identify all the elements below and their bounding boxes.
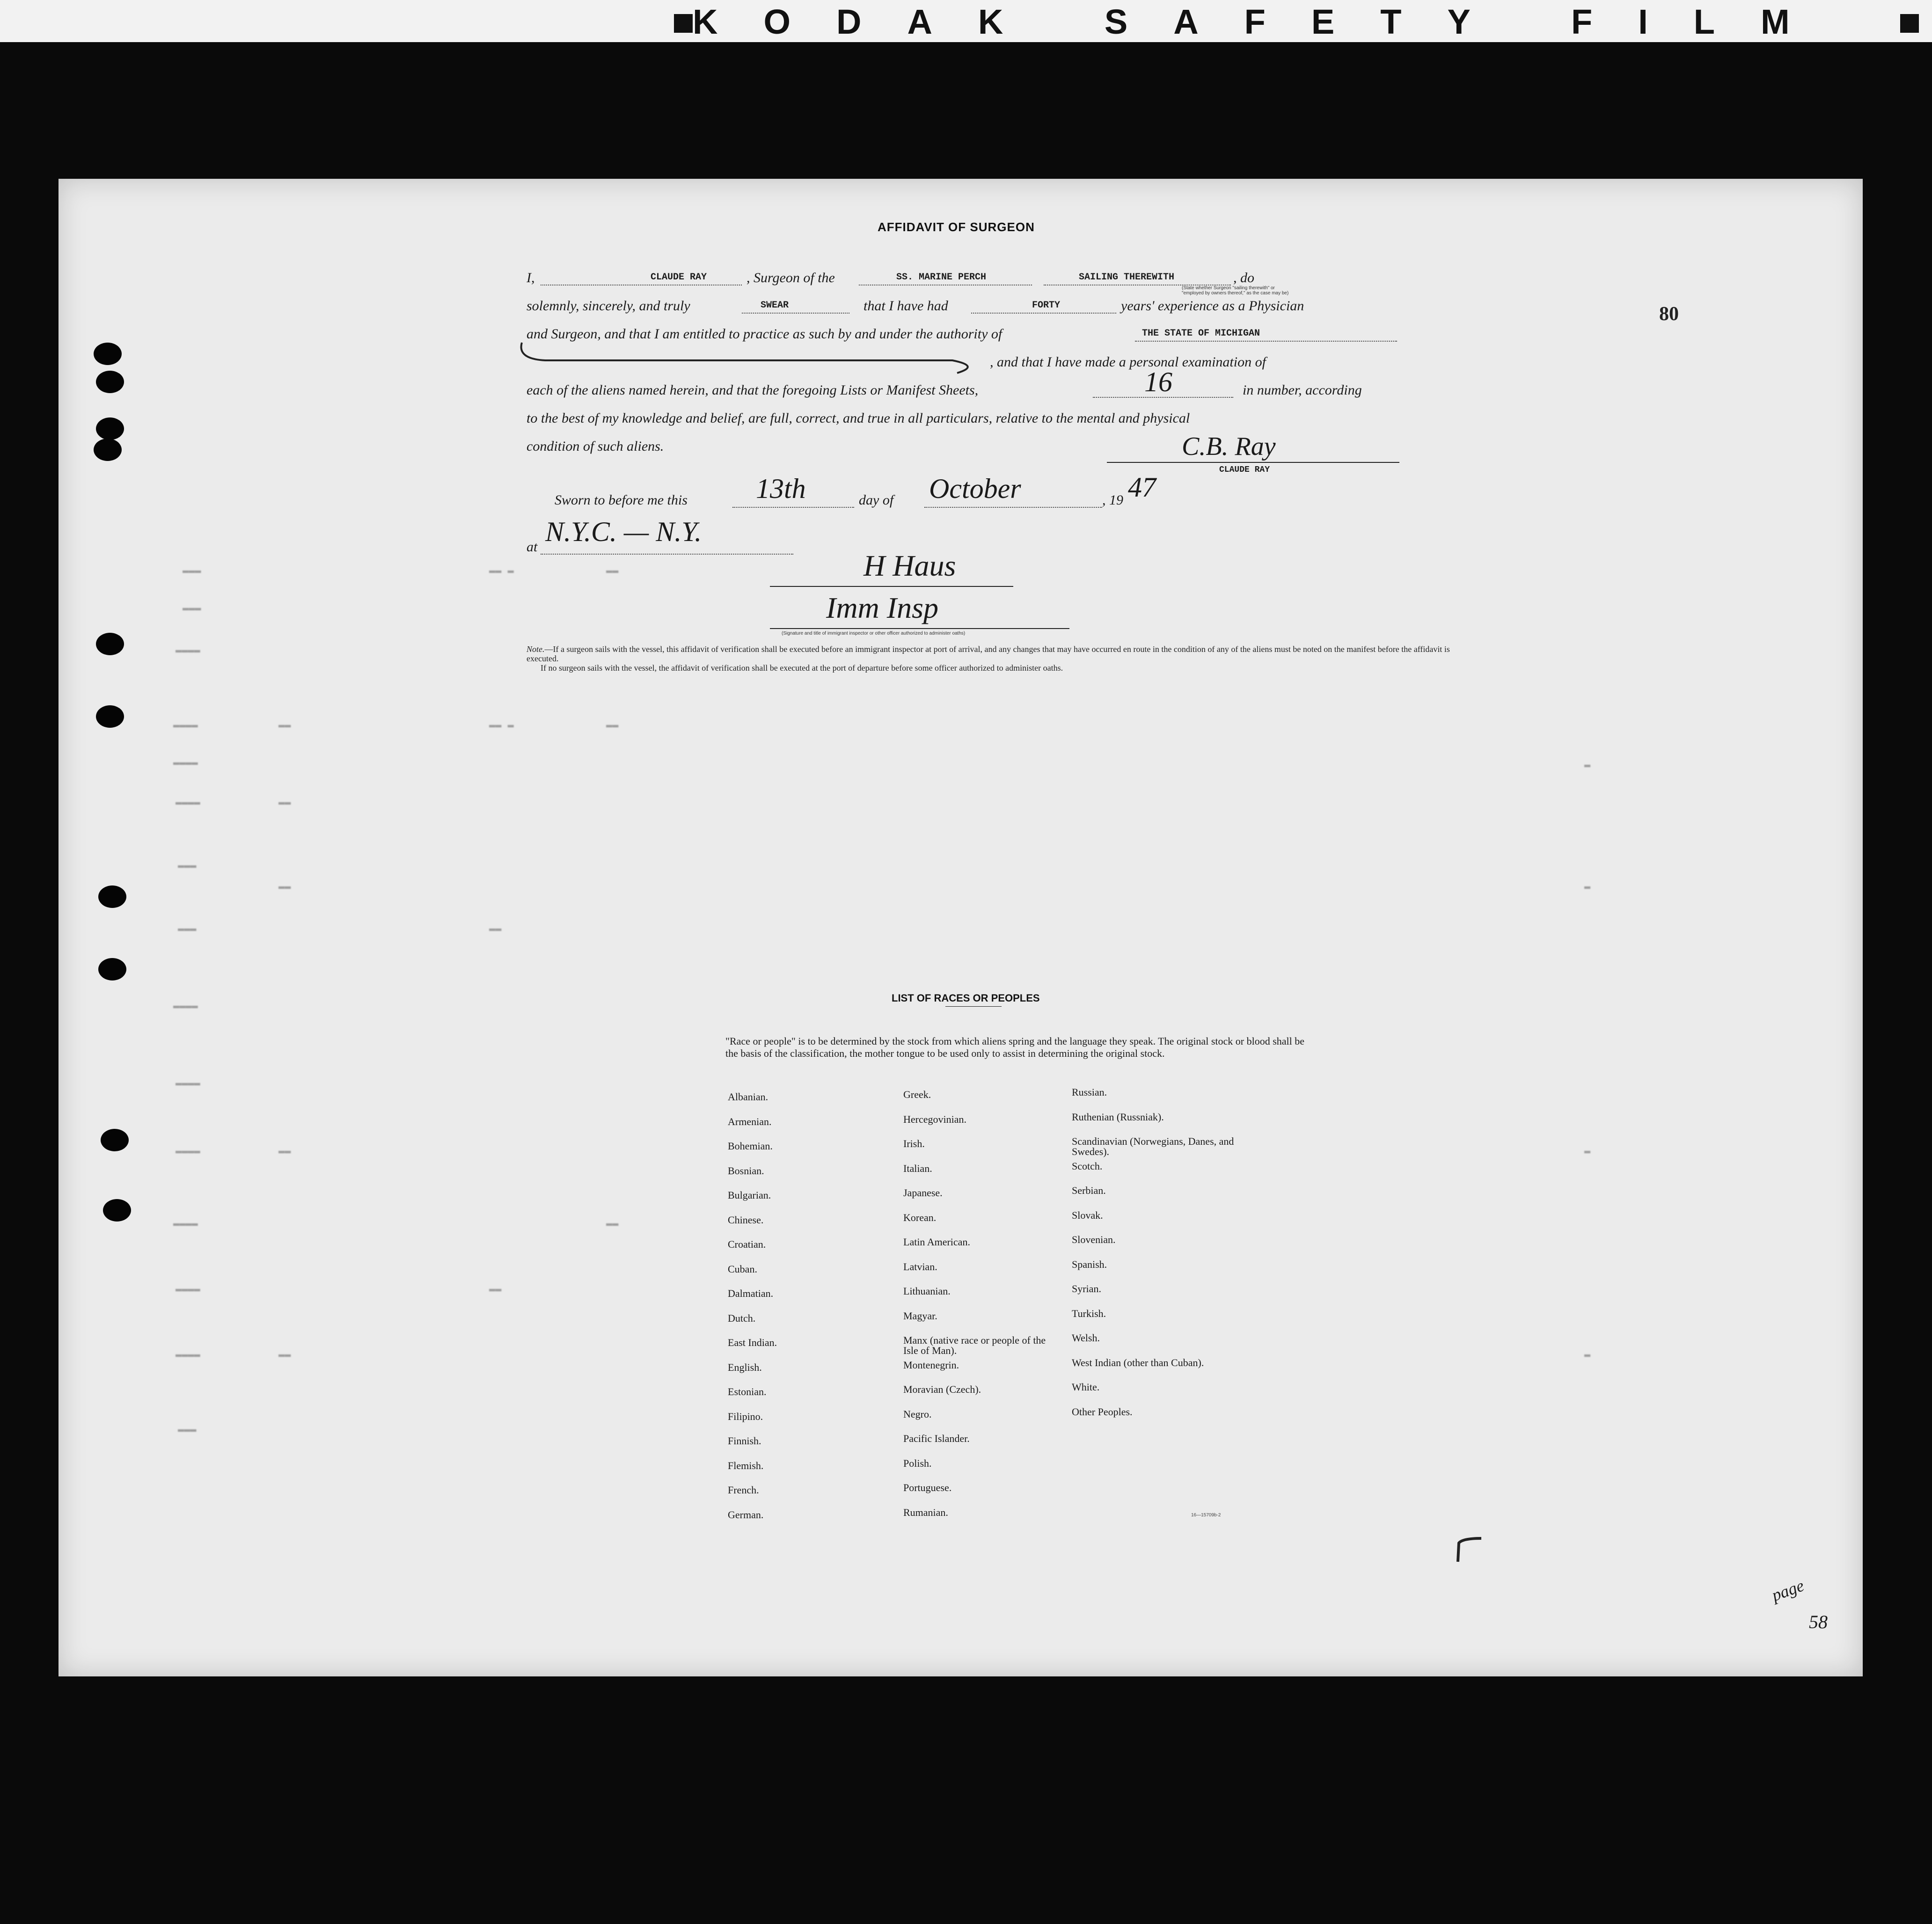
race-item: Chinese. bbox=[728, 1214, 764, 1226]
line-3: and Surgeon, and that I am entitled to practice as such by and under the authority of bbox=[527, 326, 1003, 342]
line-2-middle: that I have had bbox=[864, 298, 948, 314]
sailing-status: SAILING THEREWITH bbox=[1079, 272, 1175, 283]
film-perforation bbox=[674, 14, 693, 33]
line-2-end: years' experience as a Physician bbox=[1121, 298, 1304, 314]
affidavit-title: AFFIDAVIT OF SURGEON bbox=[878, 220, 1035, 234]
race-item: Portuguese. bbox=[903, 1482, 952, 1493]
races-column-3 bbox=[1072, 1087, 1240, 1431]
sworn-year: 47 bbox=[1128, 472, 1156, 503]
race-item: Serbian. bbox=[1072, 1185, 1106, 1196]
race-item: Irish. bbox=[903, 1138, 925, 1149]
punch-hole bbox=[96, 371, 124, 393]
race-item: Montenegrin. bbox=[903, 1359, 959, 1371]
race-item: Manx (native race or people of the Isle of Man). bbox=[903, 1334, 1046, 1356]
race-item: Bosnian. bbox=[728, 1164, 764, 1177]
punch-hole bbox=[96, 705, 124, 728]
sworn-day: 13th bbox=[756, 473, 806, 504]
race-item: Syrian. bbox=[1072, 1283, 1101, 1295]
margin-note-word: page bbox=[1769, 1576, 1807, 1605]
races-intro: "Race or people" is to be determined by the stock from which aliens spring and the language they speak. The original stock or blood shall be the basis of the classification, the mother tongue to be used only to assist in determining the original stock. bbox=[725, 1035, 1305, 1059]
race-item: Dalmatian. bbox=[728, 1288, 774, 1299]
line-6: to the best of my knowledge and belief, are full, correct, and true in all particulars, relative to the mental and physical bbox=[527, 410, 1190, 426]
punch-hole bbox=[94, 439, 122, 461]
line-4: , and that I have made a personal examination of bbox=[990, 354, 1266, 370]
sworn-month: October bbox=[929, 473, 1021, 504]
race-item: Finnish. bbox=[728, 1435, 761, 1447]
punch-hole bbox=[96, 417, 124, 440]
race-item: Scotch. bbox=[1072, 1160, 1103, 1172]
race-item: Polish. bbox=[903, 1457, 932, 1469]
line-1-prefix: I, bbox=[527, 270, 535, 285]
race-item: Hercegovinian. bbox=[903, 1113, 966, 1125]
film-edge-text: KODAK SAFETY FILM bbox=[693, 2, 1836, 41]
race-item: Estonian. bbox=[728, 1386, 767, 1397]
race-item: Latvian. bbox=[903, 1260, 937, 1273]
signature-line bbox=[1107, 462, 1399, 463]
pen-mark bbox=[1453, 1536, 1491, 1569]
race-item: Ruthenian (Russniak). bbox=[1072, 1111, 1164, 1123]
race-item: Moravian (Czech). bbox=[903, 1383, 981, 1395]
race-item: Korean. bbox=[903, 1211, 937, 1223]
sailing-note: (State whether Surgeon "sailing therewith" or "employed by owners thereof," as the case may be) bbox=[1182, 285, 1289, 296]
line-2-prefix: solemnly, sincerely, and truly bbox=[527, 298, 690, 314]
race-item: Bulgarian. bbox=[728, 1189, 771, 1201]
races-title-rule bbox=[945, 1006, 1002, 1007]
race-item: Flemish. bbox=[728, 1459, 764, 1471]
race-item: Albanian. bbox=[728, 1091, 768, 1103]
line-1-middle: , Surgeon of the bbox=[746, 270, 835, 285]
punch-hole bbox=[94, 343, 122, 365]
race-item: Welsh. bbox=[1072, 1332, 1100, 1344]
margin-note-number: 58 bbox=[1809, 1611, 1828, 1632]
pen-stroke bbox=[517, 333, 985, 375]
surgeon-name-blank bbox=[541, 271, 742, 285]
affidavit-note bbox=[527, 644, 1453, 673]
race-item: White. bbox=[1072, 1381, 1100, 1393]
officer-signature: H Haus bbox=[864, 549, 956, 582]
race-item: Turkish. bbox=[1072, 1307, 1106, 1319]
sworn-middle: day of bbox=[859, 492, 894, 508]
race-item: Greek. bbox=[903, 1089, 931, 1100]
form-code: 16—15709b-2 bbox=[1191, 1513, 1221, 1518]
race-item: English. bbox=[728, 1361, 762, 1373]
race-item: Slovenian. bbox=[1072, 1234, 1116, 1245]
race-item: Dutch. bbox=[728, 1312, 756, 1324]
film-perforation bbox=[1900, 14, 1919, 33]
authority: THE STATE OF MICHIGAN bbox=[1142, 328, 1260, 339]
races-column-2 bbox=[903, 1090, 1058, 1532]
races-title: LIST OF RACES OR PEOPLES bbox=[892, 992, 1040, 1004]
races-column-1 bbox=[728, 1092, 868, 1534]
race-item: Bohemian. bbox=[728, 1140, 773, 1152]
surgeon-typed-name: CLAUDE RAY bbox=[1219, 465, 1270, 475]
race-item: Lithuanian. bbox=[903, 1285, 951, 1297]
race-item: West Indian (other than Cuban). bbox=[1072, 1356, 1204, 1368]
film-edge-strip bbox=[0, 0, 1932, 42]
years-experience: FORTY bbox=[1032, 300, 1061, 311]
race-item: Spanish. bbox=[1072, 1258, 1107, 1270]
line-7: condition of such aliens. bbox=[527, 439, 664, 454]
line-5-end: in number, according bbox=[1243, 382, 1362, 398]
punch-hole bbox=[98, 885, 126, 908]
at-label: at bbox=[527, 539, 538, 555]
race-item: Slovak. bbox=[1072, 1209, 1103, 1221]
at-place: N.Y.C. — N.Y. bbox=[545, 516, 702, 547]
surgeon-name: CLAUDE RAY bbox=[651, 272, 707, 283]
officer-signature-line bbox=[770, 586, 1013, 587]
race-item: Cuban. bbox=[728, 1263, 757, 1275]
line-1-end: , do bbox=[1233, 270, 1254, 285]
race-item: Pacific Islander. bbox=[903, 1433, 970, 1444]
note-text-2: If no surgeon sails with the vessel, the affidavit of verification shall be executed at the port of departure before some officer authorized to administer oaths. bbox=[541, 663, 1063, 673]
page-number: 80 bbox=[1659, 303, 1679, 325]
race-item: Russian. bbox=[1072, 1086, 1107, 1098]
race-item: Scandinavian (Norwegians, Danes, and Swedes). bbox=[1072, 1135, 1234, 1157]
surgeon-signature: C.B. Ray bbox=[1182, 432, 1276, 461]
officer-caption: (Signature and title of immigrant inspector or other officer authorized to administer oaths) bbox=[782, 631, 966, 636]
race-item: Armenian. bbox=[728, 1115, 772, 1127]
punch-hole bbox=[101, 1129, 129, 1151]
race-item: Japanese. bbox=[903, 1187, 943, 1199]
race-item: Croatian. bbox=[728, 1238, 766, 1250]
punch-hole bbox=[98, 958, 126, 980]
sheets-count: 16 bbox=[1144, 366, 1172, 397]
race-item: Italian. bbox=[903, 1162, 932, 1174]
sworn-prefix: Sworn to before me this bbox=[555, 492, 688, 508]
vessel-name: SS. MARINE PERCH bbox=[896, 272, 987, 283]
race-item: Negro. bbox=[903, 1408, 932, 1420]
race-item: German. bbox=[728, 1508, 764, 1521]
punch-hole bbox=[96, 633, 124, 655]
race-item: French. bbox=[728, 1484, 759, 1496]
note-label: Note. bbox=[527, 644, 545, 654]
note-text-1: —If a surgeon sails with the vessel, this affidavit of verification shall be executed before an immigrant inspector at port of arrival, and any changes that may have occurred en route in the condition of any of the aliens must be noted on the manifest before the affidavit is executed. bbox=[527, 644, 1450, 663]
race-item: Latin American. bbox=[903, 1236, 970, 1248]
race-item: Magyar. bbox=[903, 1309, 937, 1322]
sworn-year-prefix: , 19 bbox=[1102, 492, 1123, 508]
race-item: Filipino. bbox=[728, 1410, 763, 1422]
race-item: East Indian. bbox=[728, 1337, 777, 1348]
punch-hole bbox=[103, 1199, 131, 1222]
oath-blank bbox=[742, 299, 849, 314]
manifest-sheet: 80 ▬▬▬ ▬▬▬ ▬▬▬▬ ▬▬▬▬ ▬▬▬▬ ▬▬▬▬ ▬▬▬ ▬▬▬ ▬▬▬▬ ▬▬▬▬ ▬▬▬▬ ▬▬▬▬ ▬▬▬▬ ▬▬▬▬ ▬▬▬ ▬▬ ▬▬ ▬▬ ▬▬ ▬▬ ▬▬ ▬ ▬▬ ▬ ▬▬ ▬▬ ▬▬ ▬▬ ▬▬ ▬ ▬ ▬ ▬ AFFIDAVIT OF SURGEON I, CLAUDE RAY , Surgeon of the SS. MARINE PERCH SAILING THEREWITH , do (State whether Surgeon "sailing therewith" or "employed by owners thereof," as the case may be) solemnly, sincerely, and truly SWEAR that I have had FORTY years' experience as a Physician and Surgeon, and that I am entitled to practice as such by and under the authority of THE STATE OF MICHIGAN , and that I have made a personal examination of each of the aliens named herein, and that the foregoing Lists or Manifest Sheets, 16 in number, according to the best of my knowledge and belief, are full, correct, and true in all particulars, relative to the mental and physical condition of such aliens. C.B. Ray CLAUDE RAY Sworn to before me this 13th day of October , 19 47 at N.Y.C. — N.Y. H Haus Imm Insp (Signature and title of immigrant inspector or other officer authorized to administer oaths) Note.—If a surgeon sails with the vessel, this affidavit of verification shall be executed before an immigrant inspector at port of arrival, and any changes that may have occurred en route in the condition of any of the aliens must be noted on the manifest before the affidavit is executed. If no surgeon sails with the vessel, the affidavit of verification shall be executed at the port of departure before some officer authorized to administer oaths. LIST OF RACES OR PEOPLES "Race or people" is to be determined by the stock from which aliens spring and the language they speak. The original stock or blood shall be the basis of the classification, the mother tongue to be used only to assist in determining the original stock. Albanian. Armenian. Bohemian. Bosnian. Bulgarian. Chinese. Croatian. Cuban. Dalmatian. Dutch. East Indian. English. Estonian. Filipino. Finnish. Flemish. French. German. Greek. Hercegovinian. Irish. Italian. Japanese. Korean. Latin American. Latvian. Lithuanian. Magyar. Manx (native race or people of the Isle of Man). Montenegrin. Moravian (Czech). Negro. Pacific Islander. Polish. Portuguese. Rumanian. Russian. Ruthenian (Russniak). Scandinavian (Norwegians, Danes, and Swedes). Scotch. Serbian. Slovak. Slovenian. Spanish. Syrian. Turkish. Welsh. West Indian (other than Cuban). White. Other Peoples. 16—15709b-2 page 58 bbox=[59, 179, 1863, 1676]
officer-title-line bbox=[770, 628, 1069, 629]
line-5-prefix: each of the aliens named herein, and that the foregoing Lists or Manifest Sheets, bbox=[527, 382, 979, 398]
officer-title: Imm Insp bbox=[826, 591, 938, 624]
race-item: Other Peoples. bbox=[1072, 1405, 1133, 1418]
oath-type: SWEAR bbox=[761, 300, 789, 311]
race-item: Rumanian. bbox=[903, 1506, 948, 1518]
